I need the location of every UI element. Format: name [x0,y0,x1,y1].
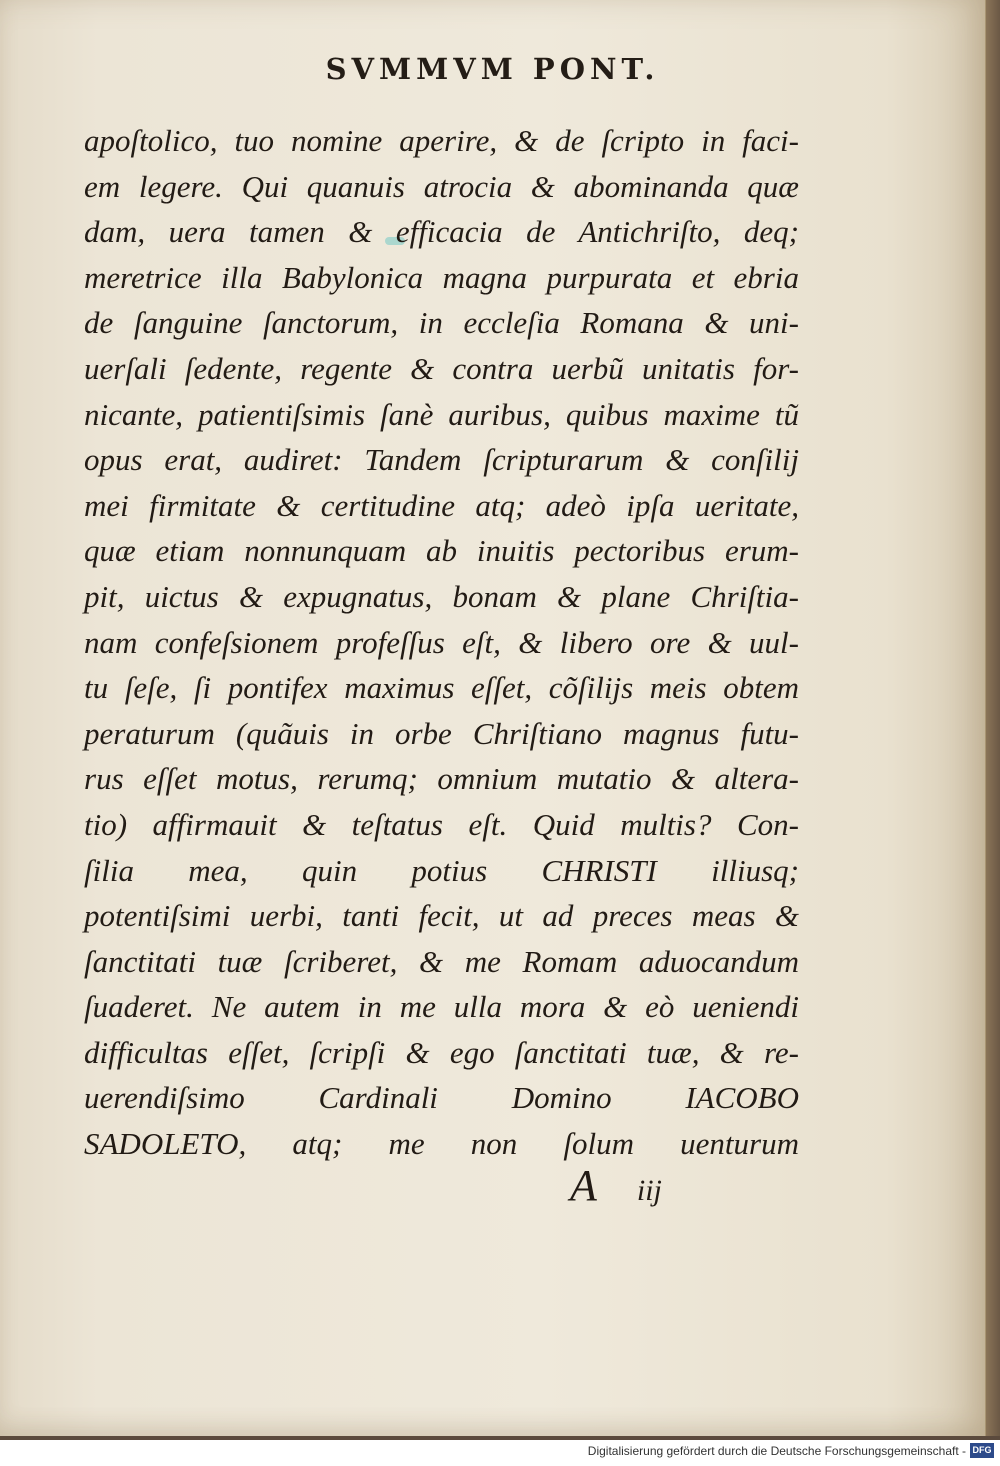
text-line: quæ etiam nonnunquam ab inuitis pectoribus erum- [84,533,799,569]
text-line: tio) affirmauit & teſtatus eſt. Quid multis? Con- [84,806,799,842]
text-line: rus eſſet motus, rerumq; omnium mutatio & altera- [84,761,799,797]
running-head: SVMMVM PONT. [325,52,660,86]
signature-numeral: iij [636,1174,662,1207]
text-line: peraturum (quãuis in orbe Chriſtiano magnus futu- [84,715,799,751]
text-line: apoſtolico, tuo nomine aperire, & de ſcripto in faci- [84,123,799,158]
text-line: difficultas eſſet, ſcripſi & ego ſanctitati tuæ, & re- [84,1034,799,1070]
text-line: em legere. Qui quanuis atrocia & abominanda quæ [84,168,799,204]
text-line: potentiſsimi uerbi, tanti fecit, ut ad preces meas & [84,898,799,934]
text-line: uerendiſsimo Cardinali Domino IACOBO [84,1080,799,1116]
text-line: pit, uictus & expugnatus, bonam & plane Chriſtia- [84,578,799,614]
signature-letter: A [570,1161,597,1210]
footer-credit: Digitalisierung gefördert durch die Deutsche Forschungsgemeinschaft - [587,1444,966,1458]
text-line: mei firmitate & certitudine atq; adeò ipſa ueritate, [84,487,799,523]
page-edge [986,0,1000,1436]
dfg-logo: DFG [970,1443,994,1458]
text-line: tu ſeſe, ſi pontifex maximus eſſet, cõſilijs meis obtem [84,670,799,706]
text-line: nam confeſsionem profeſſus eſt, & libero ore & uul- [84,624,799,660]
text-line: ſanctitati tuæ ſcriberet, & me Romam aduocandum [84,943,799,979]
text-line: dam, uera tamen & efficacia de Antichriſto, deq; [84,214,799,250]
text-line: de ſanguine ſanctorum, in eccleſia Romana & uni- [84,305,799,341]
text-line: SADOLETO, atq; me non ſolum uenturum [84,1126,799,1162]
text-line: meretrice illa Babylonica magna purpurata et ebria [84,259,799,295]
text-line: uerſali ſedente, regente & contra uerbũ unitatis for- [84,350,799,386]
text-line: ſuaderet. Ne autem in me ulla mora & eò ueniendi [84,989,799,1025]
text-line: opus erat, audiret: Tandem ſcripturarum & conſilij [84,442,799,478]
body-text [84,118,799,1167]
signature-mark [570,1160,662,1211]
text-line: ſilia mea, quin potius CHRISTI illiusq; [84,852,799,888]
text-line: nicante, patientiſsimis ſanè auribus, quibus maxime tũ [84,396,799,432]
